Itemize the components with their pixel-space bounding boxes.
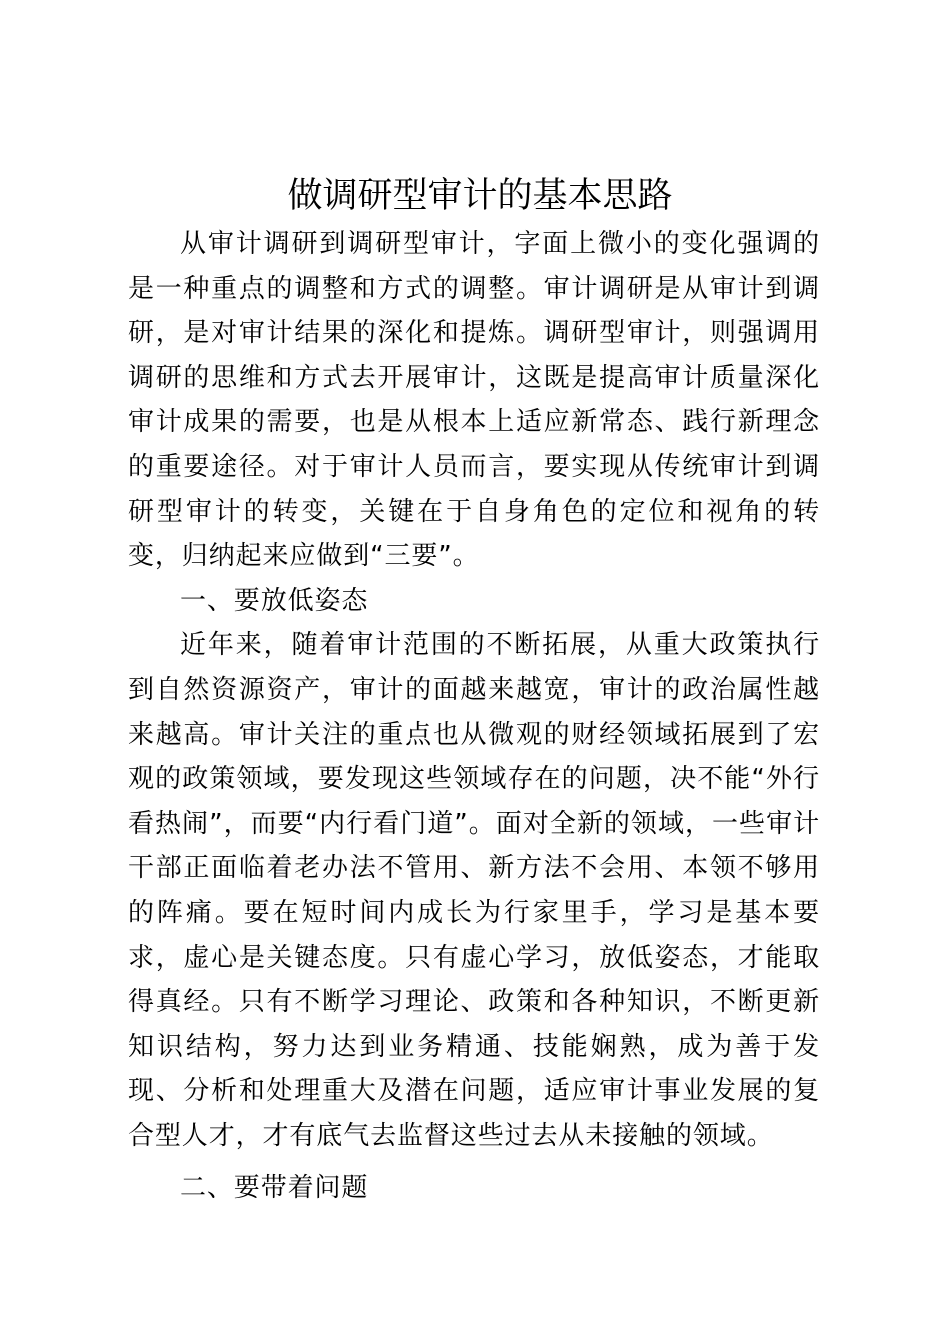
section-heading-2: 二、要带着问题 — [180, 1173, 369, 1204]
document-title: 做调研型审计的基本思路 — [287, 176, 673, 216]
document-body — [128, 222, 820, 1211]
section-heading-1: 一、要放低姿态 — [180, 585, 369, 616]
intro-paragraph: 从审计调研到调研型审计，字面上微小的变化强调的是一种重点的调整和方式的调整。审计调研是从审计到调研，是对审计结果的深化和提炼。调研型审计，则强调用调研的思维和方式去开展审计，这既是提高审计质量深化审计成果的需要，也是从根本上适应新常态、践行新理念的重要途径。对于审计人员而言，要实现从传统审计到调研型审计的转变，关键在于自身角色的定位和视角的转变，归纳起来应做到“三要”。 — [128, 229, 820, 572]
section-1-paragraph: 近年来，随着审计范围的不断拓展，从重大政策执行到自然资源资产，审计的面越来越宽，审计的政治属性越来越高。审计关注的重点也从微观的财经领域拓展到了宏观的政策领域，要发现这些领域存在的问题，决不能“外行看热闹”，而要“内行看门道”。面对全新的领域，一些审计干部正面临着老办法不管用、新方法不会用、本领不够用的阵痛。要在短时间内成长为行家里手，学习是基本要求，虚心是关键态度。只有虚心学习，放低姿态，才能取得真经。只有不断学习理论、政策和各种知识，不断更新知识结构，努力达到业务精通、技能娴熟，成为善于发现、分析和处理重大及潜在问题，适应审计事业发展的复合型人才，才有底气去监督这些过去从未接触的领域。 — [128, 630, 820, 1151]
